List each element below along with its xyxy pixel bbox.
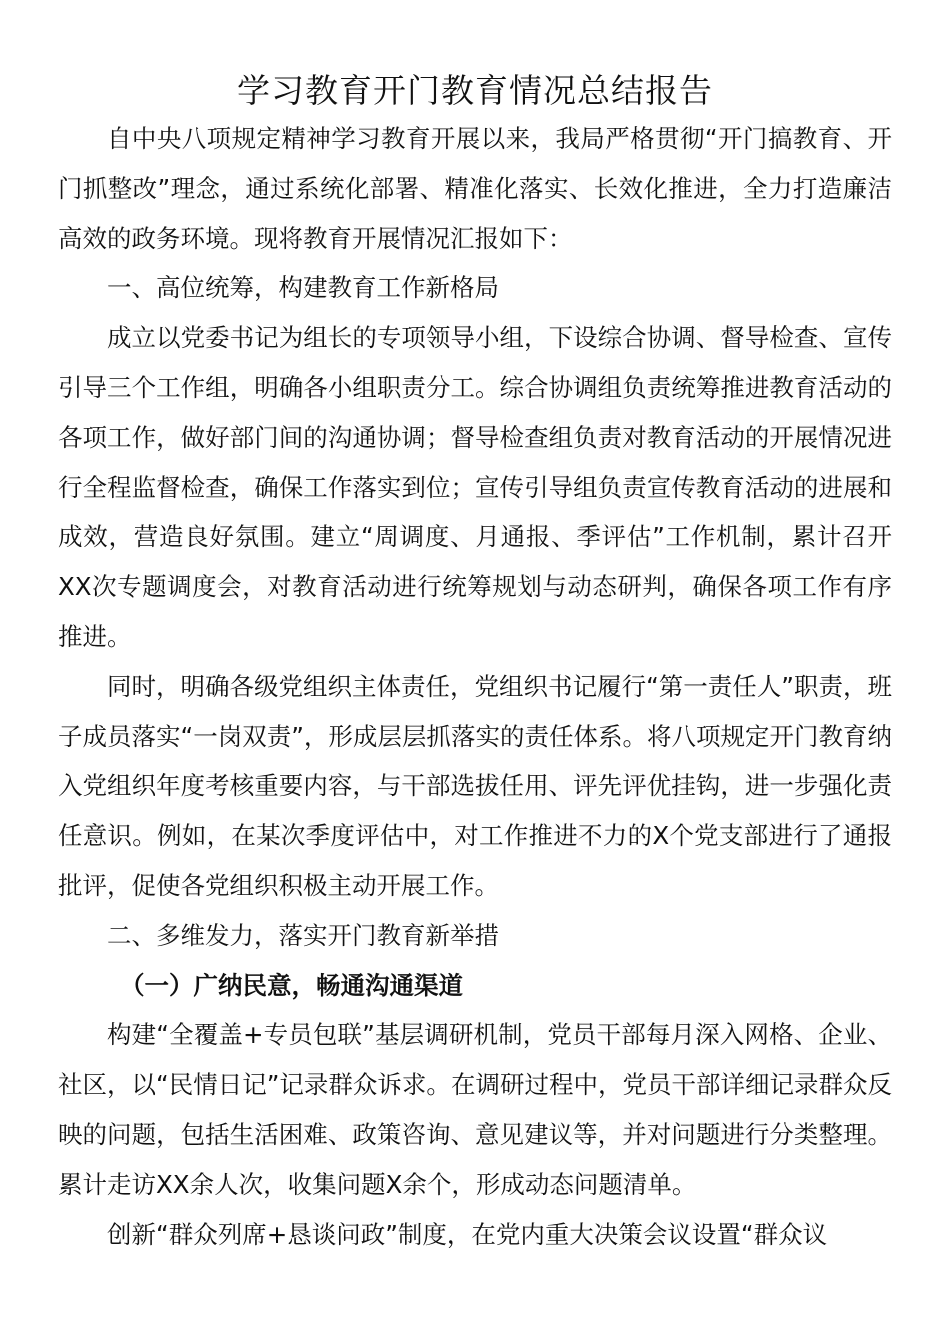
paragraph-leadership-group: 成立以党委书记为组长的专项领导小组，下设综合协调、督导检查、宣传引导三个工作组，明确各小组职责分工。综合协调组负责统筹推进教育活动的各项工作，做好部门间的沟通协调；督导检查组负责对教育活动的开展情况进行全程监督检查，确保工作落实到位；宣传引导组负责宣传教育活动的进展和成效，营造良好氛围。建立“周调度、月通报、季评估”工作机制，累计召开XX次专题调度会，对教育活动进行统筹规划与动态研判，确保各项工作有序推进。 <box>58 323 892 651</box>
document-title: 学习教育开门教育情况总结报告 <box>237 71 713 110</box>
paragraph-public-participation: 创新“群众列席+恳谈问政”制度，在党内重大决策会议设置“群众议 <box>107 1219 828 1249</box>
paragraph-responsibility: 同时，明确各级党组织主体责任，党组织书记履行“第一责任人”职责，班子成员落实“一岗双责”，形成层层抓落实的责任体系。将八项规定开门教育纳入党组织年度考核重要内容，与干部选拔任用、评先评优挂钩，进一步强化责任意识。例如，在某次季度评估中，对工作推进不力的X个党支部进行了通报批评，促使各党组织积极主动开展工作。 <box>58 671 892 900</box>
paragraph-intro: 自中央八项规定精神学习教育开展以来，我局严格贯彻“开门搞教育、开门抓整改”理念，通过系统化部署、精准化落实、长效化推进，全力打造廉洁高效的政务环境。现将教育开展情况汇报如下： <box>58 124 892 253</box>
section-heading-2: 二、多维发力，落实开门教育新举措 <box>107 920 499 950</box>
subsection-heading-1: （一）广纳民意，畅通沟通渠道 <box>120 970 463 1000</box>
document-body <box>58 114 892 1259</box>
paragraph-research-mechanism: 构建“全覆盖+专员包联”基层调研机制，党员干部每月深入网格、企业、社区，以“民情日记”记录群众诉求。在调研过程中，党员干部详细记录群众反映的问题，包括生活困难、政策咨询、意见建议等，并对问题进行分类整理。累计走访XX余人次，收集问题X余个，形成动态问题清单。 <box>58 1020 892 1199</box>
section-heading-1: 一、高位统筹，构建教育工作新格局 <box>107 273 499 303</box>
